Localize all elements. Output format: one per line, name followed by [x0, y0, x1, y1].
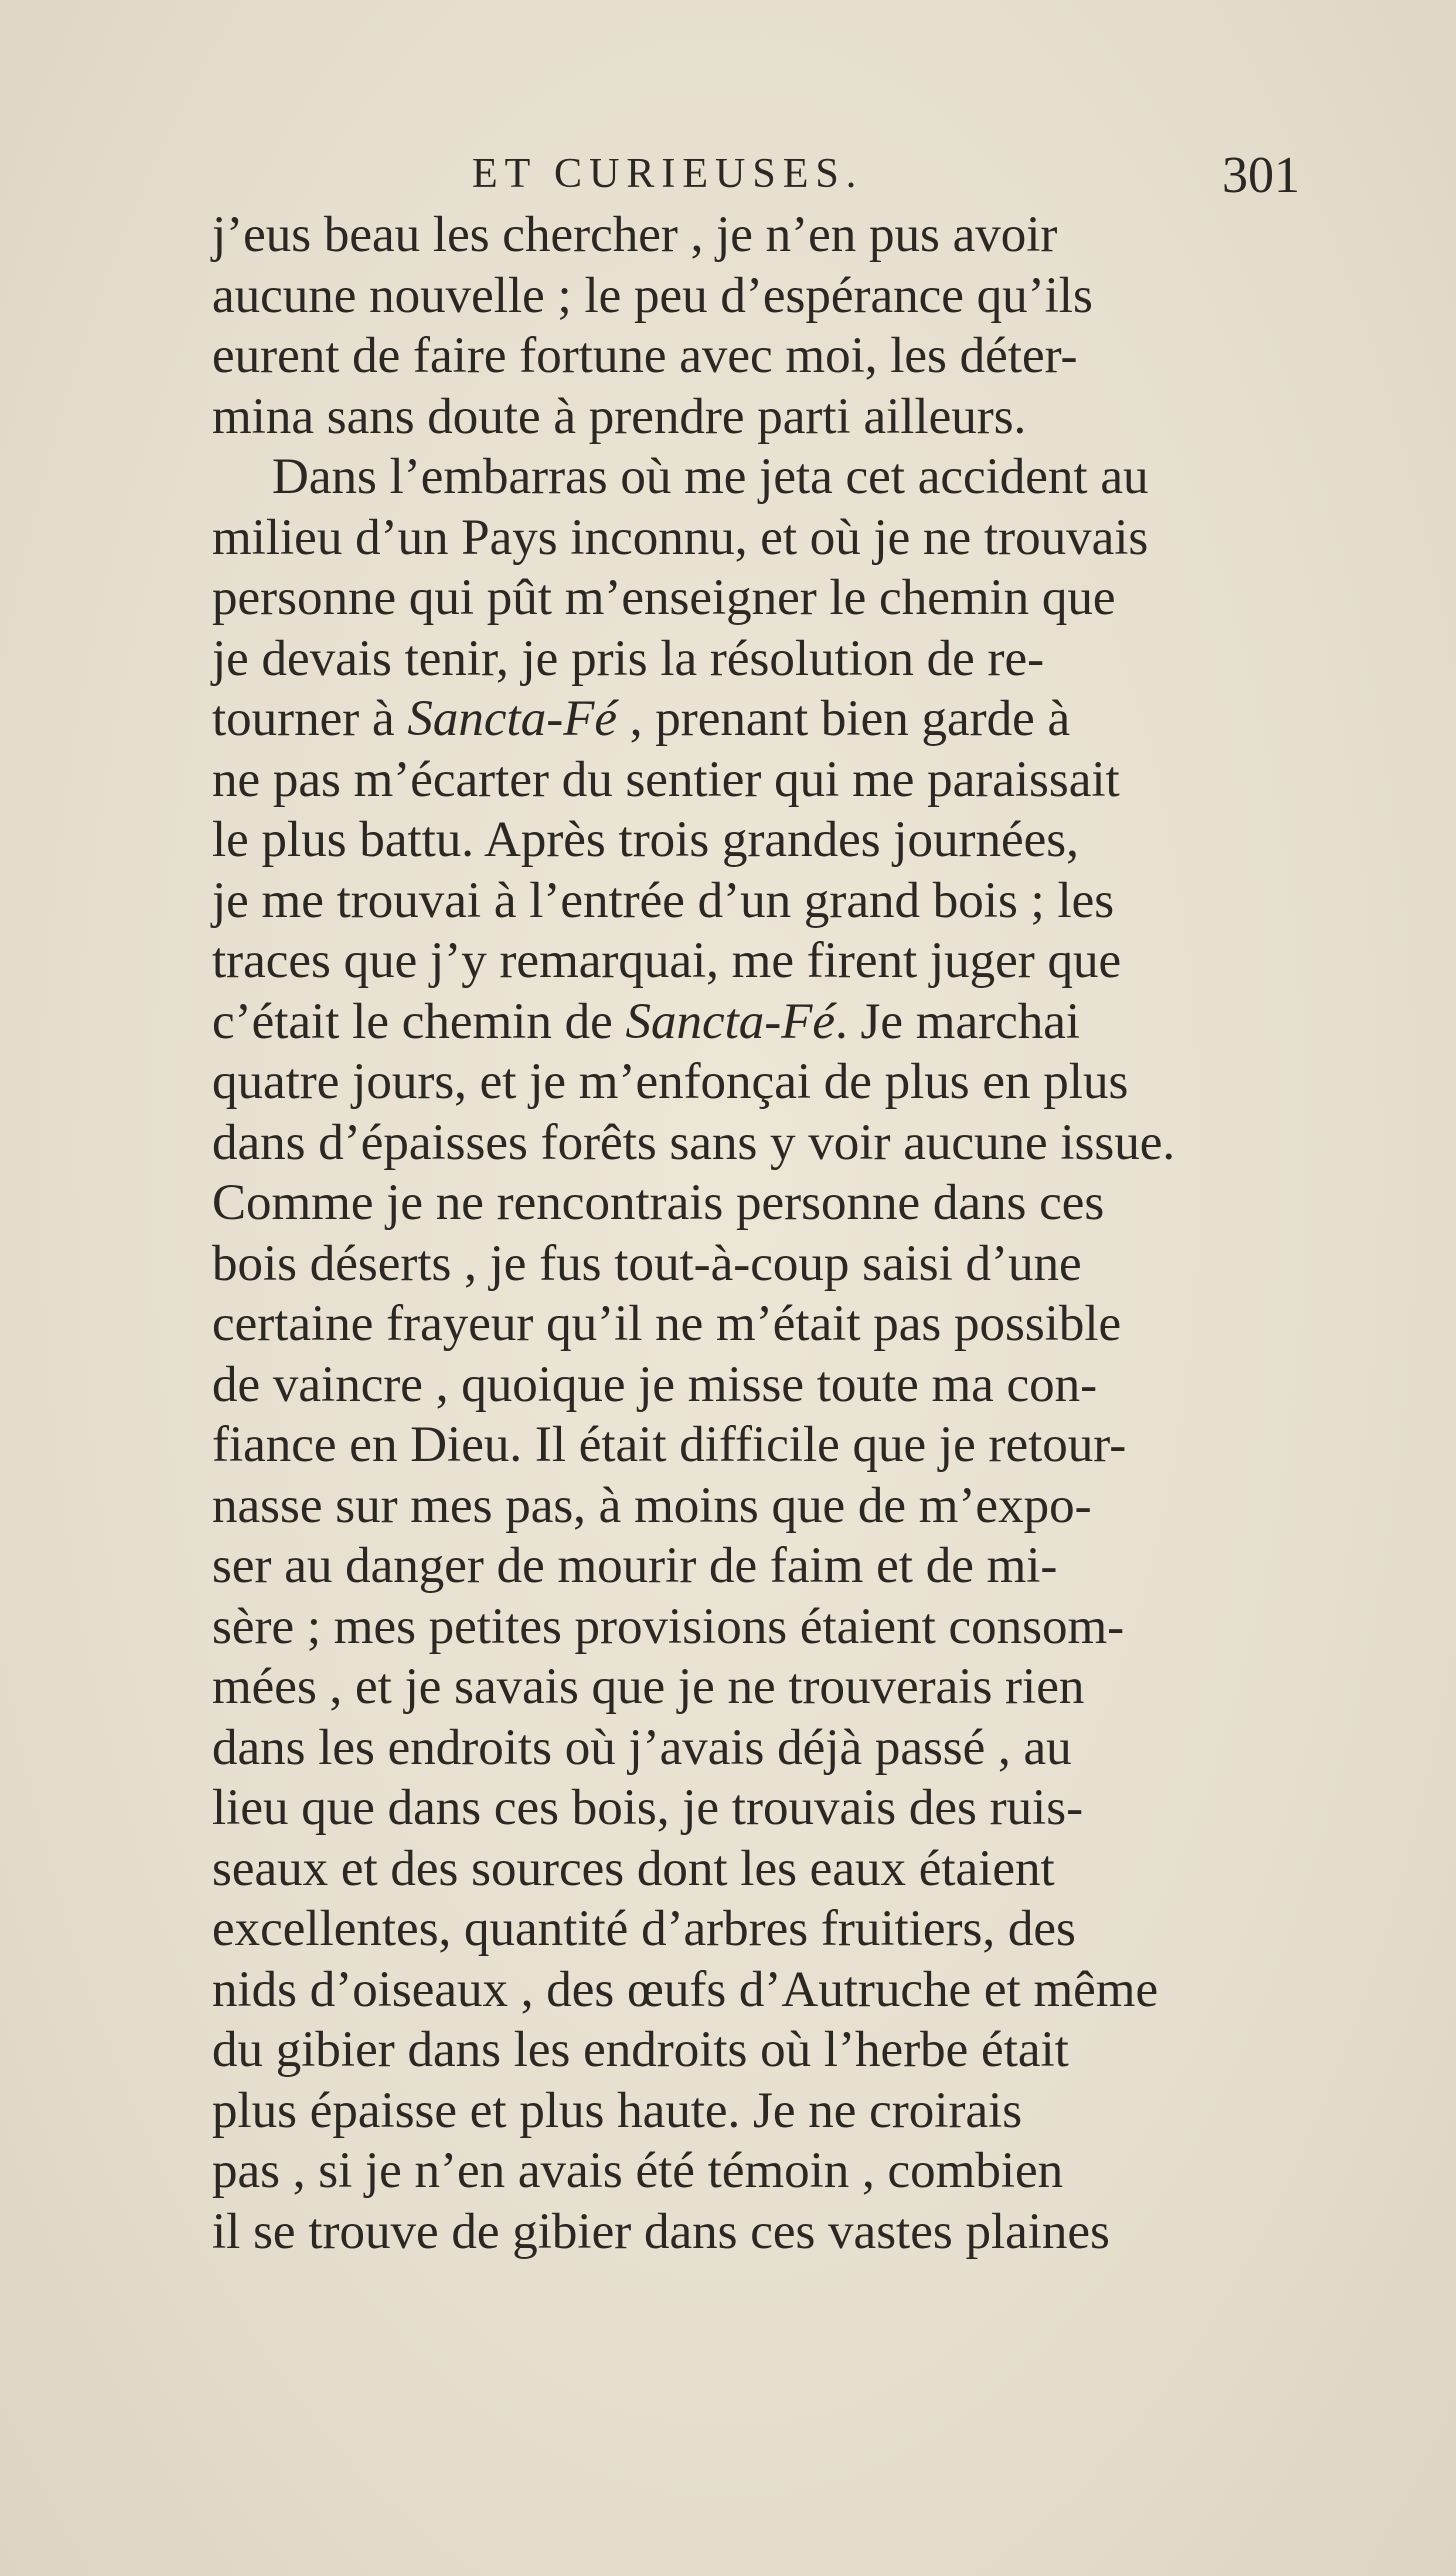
text-line: il se trouve de gibier dans ces vastes plaines	[212, 2203, 1110, 2260]
text-line: excellentes, quantité d’arbres fruitiers, des	[212, 1901, 1076, 1957]
text-line: certaine frayeur qu’il ne m’était pas possible	[212, 1296, 1122, 1352]
text-line: fiance en Dieu. Il était difficile que je retour-	[212, 1417, 1127, 1473]
text-line: de vaincre , quoique je misse toute ma con-	[212, 1356, 1098, 1413]
text-line: sère ; mes petites provisions étaient consom-	[212, 1598, 1125, 1655]
text-line: dans d’épaisses forêts sans y voir aucune issue.	[212, 1114, 1176, 1171]
text-line: traces que j’y remarquai, me firent juger que	[212, 933, 1122, 989]
text-line: quatre jours, et je m’enfonçai de plus en plus	[212, 1054, 1129, 1110]
italic-place-name: Sancta-Fé	[625, 993, 836, 1050]
body-text	[212, 205, 1298, 2262]
text-line: pas , si je n’en avais été témoin , combien	[212, 2143, 1064, 2199]
text-line: je devais tenir, je pris la résolution de re-	[212, 630, 1045, 687]
running-head: ET CURIEUSES.	[472, 151, 864, 197]
text-line: bois déserts , je fus tout-à-coup saisi d’une	[212, 1235, 1082, 1292]
text-line: c’était le chemin de Sancta-Fé. Je marchai	[212, 993, 1081, 1050]
text-line: seaux et des sources dont les eaux étaient	[212, 1840, 1055, 1897]
text-line: aucune nouvelle ; le peu d’espérance qu’ils	[212, 267, 1093, 324]
text-line: personne qui pût m’enseigner le chemin que	[212, 570, 1116, 626]
text-line: nasse sur mes pas, à moins que de m’expo-	[212, 1477, 1092, 1534]
text-line: Comme je ne rencontrais personne dans ces	[212, 1175, 1105, 1231]
page-header	[210, 147, 1300, 210]
text-line: tourner à Sancta-Fé , prenant bien garde à	[212, 691, 1071, 747]
page-number: 301	[1222, 147, 1300, 204]
text-line: mées , et je savais que je ne trouverais rien	[212, 1659, 1085, 1715]
text-line: ser au danger de mourir de faim et de mi-	[212, 1538, 1058, 1594]
text-line: dans les endroits où j’avais déjà passé , au	[212, 1719, 1072, 1776]
text-line: Dans l’embarras où me jeta cet accident au	[272, 449, 1149, 505]
italic-place-name: Sancta-Fé	[407, 691, 617, 747]
text-line: mina sans doute à prendre parti ailleurs.	[212, 388, 1027, 445]
text-line: le plus battu. Après trois grandes journées,	[212, 812, 1079, 868]
text-line: du gibier dans les endroits où l’herbe était	[212, 2022, 1069, 2078]
text-line: eurent de faire fortune avec moi, les déter-	[212, 328, 1078, 384]
text-line: ne pas m’écarter du sentier qui me paraissait	[212, 751, 1120, 808]
text-line: je me trouvai à l’entrée d’un grand bois ; les	[212, 872, 1115, 929]
text-line: nids d’oiseaux , des œufs d’Autruche et même	[212, 1961, 1159, 2018]
text-line: plus épaisse et plus haute. Je ne croirais	[212, 2082, 1023, 2139]
text-line: lieu que dans ces bois, je trouvais des ruis-	[212, 1780, 1084, 1836]
text-line: j’eus beau les chercher , je n’en pus avoir	[212, 207, 1058, 263]
text-line: milieu d’un Pays inconnu, et où je ne trouvais	[212, 509, 1149, 566]
